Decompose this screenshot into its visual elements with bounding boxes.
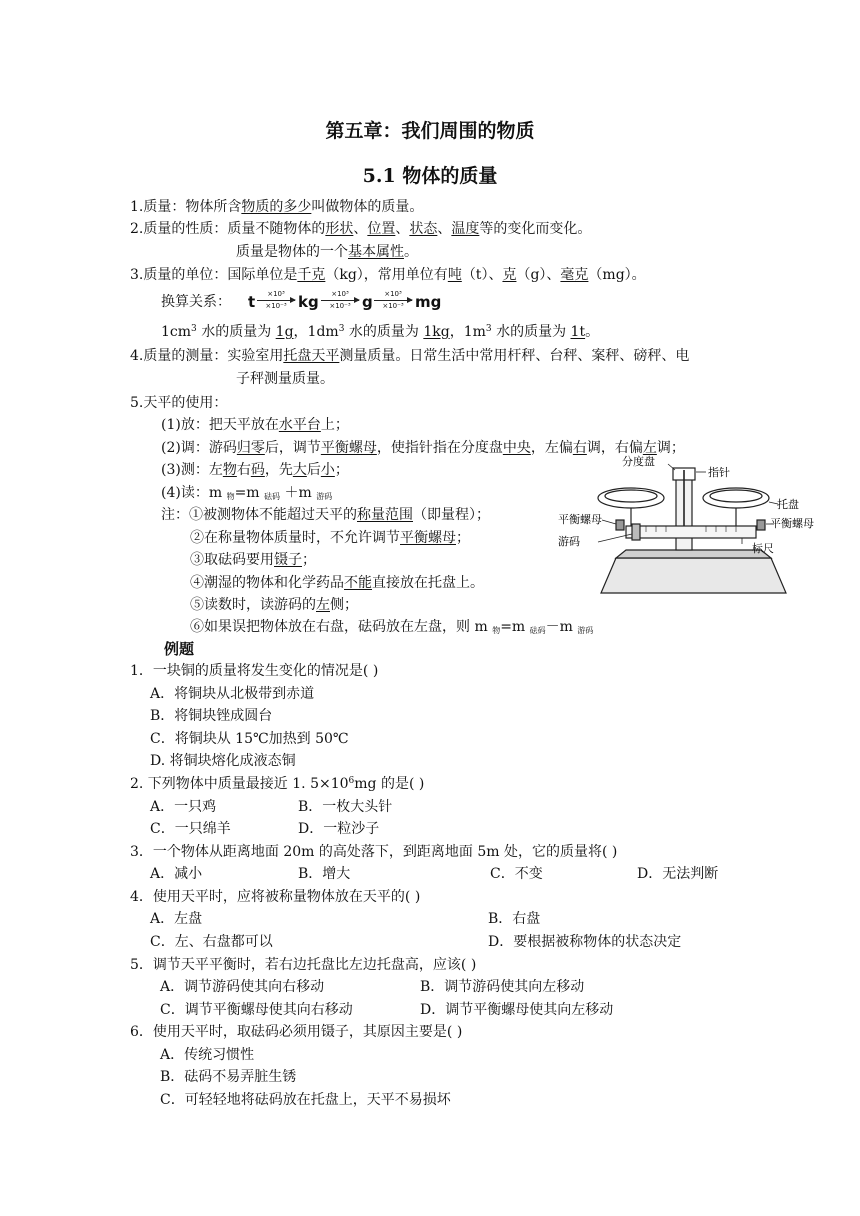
para-measure-2: 子秤测量质量。 — [236, 371, 334, 387]
q1-option-b: B．将铜块锉成圆台 — [150, 708, 273, 724]
step-place: (1)放：把天平放在水平台上； — [161, 417, 349, 433]
para-mass-property: 2.质量的性质：质量不随物体的形状、位置、状态、温度等的变化而变化。 — [130, 221, 592, 237]
label-dial: 分度盘 — [622, 455, 655, 468]
conversion-label: 换算关系： — [161, 294, 231, 310]
q6-option-b: B．砝码不易弄脏生锈 — [160, 1069, 297, 1085]
q1-option-c: C．将铜块从 15℃加热到 50℃ — [150, 731, 349, 747]
q2-option-d: D．一粒沙子 — [298, 821, 380, 837]
unit-g: g — [362, 293, 373, 311]
label-nut-left: 平衡螺母 — [558, 513, 602, 526]
label-beam: 标尺 — [752, 542, 774, 555]
q5-stem: 5．调节天平平衡时，若右边托盘比左边托盘高，应该( ) — [130, 957, 477, 973]
para-water-mass: $1cm^3$ 水的质量为 1g，$1dm^3$ 水的质量为 1kg，$1m^3$ 水的质量为 1t。 — [161, 324, 600, 340]
q3-option-b: B．增大 — [298, 866, 351, 882]
chapter-title: 第五章：我们周围的物质 — [325, 120, 535, 142]
conversion-arrow: ×10³ ×10⁻³ — [257, 290, 295, 311]
q6-option-a: A．传统习惯性 — [160, 1047, 255, 1063]
q3-option-d: D．无法判断 — [637, 866, 719, 882]
unit-t: t — [248, 293, 256, 311]
unit-mg: mg — [415, 293, 442, 311]
note-2: ②在称量物体质量时，不允许调节平衡螺母； — [190, 530, 470, 546]
note-4: ④潮湿的物体和化学药品不能直接放在托盘上。 — [190, 575, 484, 591]
q2-stem: 2. 下列物体中质量最接近 1. $5\times 10^6mg$ 的是( ) — [130, 776, 425, 792]
para-mass-units: 3.质量的单位：国际单位是千克（kg），常用单位有吨（t）、克（g）、毫克（mg）。 — [130, 267, 646, 283]
q2-option-a: A．一只鸡 — [150, 799, 217, 815]
step-measure: (3)测：左物右码，先大后小； — [161, 462, 349, 478]
conversion-arrow: ×10³ ×10⁻³ — [321, 290, 359, 311]
label-nut-right: 平衡螺母 — [770, 517, 814, 530]
q3-option-c: C．不变 — [490, 866, 543, 882]
note-1: 注：①被测物体不能超过天平的称量范围（即量程）； — [161, 507, 490, 523]
conversion-arrow: ×10³ ×10⁻³ — [374, 290, 412, 311]
q4-option-b: B．右盘 — [488, 911, 541, 927]
q1-option-a: A．将铜块从北极带到赤道 — [150, 686, 315, 702]
balance-diagram — [556, 455, 814, 598]
q4-option-c: C．左、右盘都可以 — [150, 934, 273, 950]
para-mass-definition: 1.质量：物体所含物质的多少叫做物体的质量。 — [130, 199, 424, 215]
unit-kg: kg — [298, 293, 319, 311]
q4-option-d: D．要根据被称物体的状态决定 — [488, 934, 682, 950]
q4-option-a: A．左盘 — [150, 911, 203, 927]
q2-option-b: B．一枚大头针 — [298, 799, 393, 815]
q1-option-d: D. 将铜块熔化成液态铜 — [150, 753, 296, 769]
q3-option-a: A．减小 — [150, 866, 203, 882]
q5-option-b: B．调节游码使其向左移动 — [420, 979, 585, 995]
section-title: 5.1 物体的质量 — [362, 165, 498, 187]
examples-heading: 例题 — [164, 640, 195, 658]
para-mass-property-2: 质量是物体的一个基本属性。 — [236, 244, 418, 260]
q5-option-c: C．调节平衡螺母使其向右移动 — [160, 1002, 353, 1018]
q5-option-d: D．调节平衡螺母使其向左移动 — [420, 1002, 614, 1018]
q2-option-c: C．一只绵羊 — [150, 821, 231, 837]
q4-stem: 4．使用天平时，应将被称量物体放在天平的( ) — [130, 889, 421, 905]
para-measure: 4.质量的测量：实验室用托盘天平测量质量。日常生活中常用杆秤、台秤、案秤、磅秤、电 — [130, 348, 690, 364]
q6-option-c: C．可轻轻地将砝码放在托盘上，天平不易损坏 — [160, 1092, 451, 1108]
note-5: ⑤读数时，读游码的左侧； — [190, 597, 358, 613]
q1-stem: 1．一块铜的质量将发生变化的情况是( ) — [130, 663, 379, 679]
step-adjust: (2)调：游码归零后，调节平衡螺母，使指针指在分度盘中央，左偏右调，右偏左调； — [161, 440, 685, 456]
q5-option-a: A．调节游码使其向右移动 — [160, 979, 325, 995]
note-6: ⑥如果误把物体放在右盘，砝码放在左盘，则 m $_物$=m $_{砝码}$－m $_{游码}$ — [190, 619, 594, 635]
q6-stem: 6．使用天平时，取砝码必须用镊子，其原因主要是( ) — [130, 1024, 463, 1040]
step-read: (4)读：m $_物$=m $_{砝码}$ ＋m $_{游码}$ — [161, 485, 333, 501]
label-pointer: 指针 — [708, 466, 730, 479]
label-rider: 游码 — [558, 535, 580, 548]
para-balance-use: 5.天平的使用： — [130, 395, 228, 411]
label-pan: 托盘 — [777, 498, 799, 511]
q3-stem: 3．一个物体从距离地面 20m 的高处落下，到距离地面 5m 处，它的质量将( ) — [130, 844, 618, 860]
note-3: ③取砝码要用镊子； — [190, 552, 316, 568]
